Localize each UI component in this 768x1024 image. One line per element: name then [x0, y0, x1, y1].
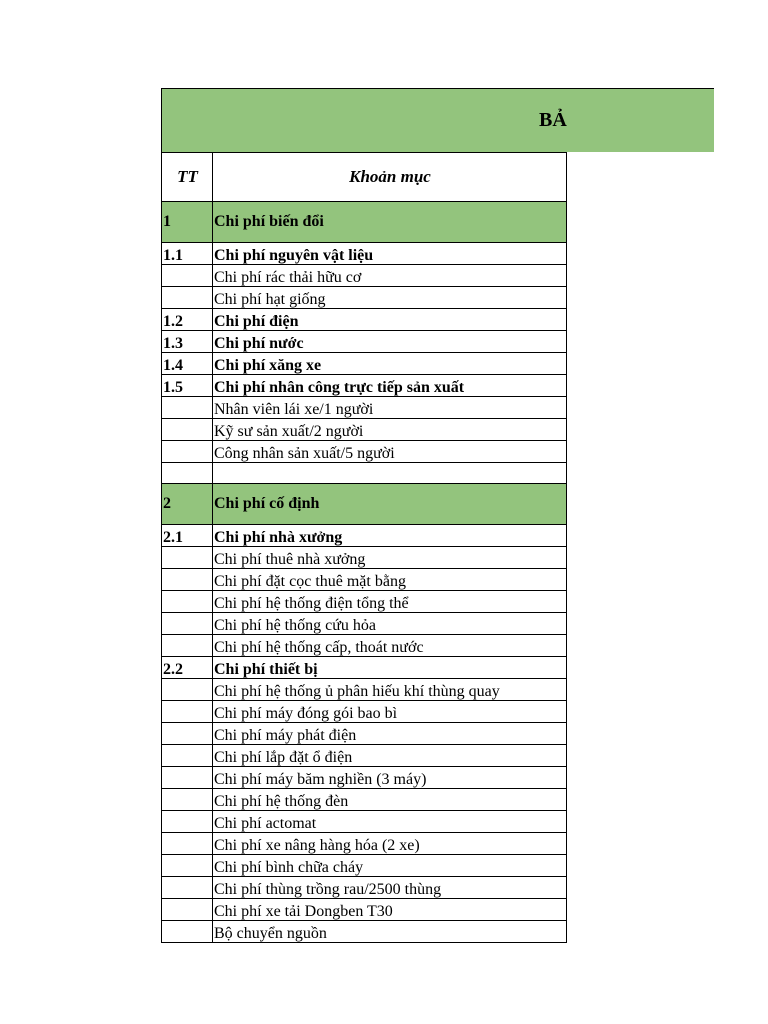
- cell-item[interactable]: Chi phí máy đóng gói bao bì: [213, 701, 567, 723]
- cell-item[interactable]: Chi phí xe nâng hàng hóa (2 xe): [213, 833, 567, 855]
- cell-item[interactable]: Chi phí rác thải hữu cơ: [213, 265, 567, 287]
- cell-item[interactable]: Chi phí máy phát điện: [213, 723, 567, 745]
- cell-tt[interactable]: 1.5: [162, 375, 213, 397]
- table-row: [162, 287, 567, 309]
- cell-tt[interactable]: 1.4: [162, 353, 213, 375]
- section-row: [162, 202, 567, 243]
- cell-item[interactable]: Chi phí hệ thống cấp, thoát nước: [213, 635, 567, 657]
- cell-tt[interactable]: [162, 833, 213, 855]
- table-row: [162, 701, 567, 723]
- subsection-row: [162, 309, 567, 331]
- cell-item[interactable]: Chi phí thiết bị: [213, 657, 567, 679]
- subsection-row: [162, 657, 567, 679]
- cell-tt[interactable]: [162, 877, 213, 899]
- cell-tt[interactable]: [162, 613, 213, 635]
- table-row: [162, 397, 567, 419]
- cell-tt[interactable]: 1.3: [162, 331, 213, 353]
- cell-item[interactable]: Chi phí hệ thống cứu hỏa: [213, 613, 567, 635]
- cell-tt[interactable]: [162, 635, 213, 657]
- table-row: [162, 745, 567, 767]
- cell-tt[interactable]: [162, 789, 213, 811]
- cell-item[interactable]: [213, 463, 567, 484]
- header-tt[interactable]: TT: [162, 153, 213, 202]
- cell-tt[interactable]: [162, 547, 213, 569]
- cell-tt[interactable]: [162, 265, 213, 287]
- subsection-row: [162, 353, 567, 375]
- table-row: [162, 569, 567, 591]
- table-row: [162, 723, 567, 745]
- section-row: [162, 484, 567, 525]
- table-row: [162, 877, 567, 899]
- cell-item[interactable]: Chi phí biến đổi: [213, 202, 567, 243]
- table-row: [162, 613, 567, 635]
- cell-tt[interactable]: [162, 419, 213, 441]
- table-row: [162, 679, 567, 701]
- subsection-row: [162, 331, 567, 353]
- subsection-row: [162, 375, 567, 397]
- table-row: [162, 789, 567, 811]
- table-row: [162, 833, 567, 855]
- cell-tt[interactable]: [162, 701, 213, 723]
- header-row: [162, 153, 567, 202]
- cell-tt[interactable]: 1.1: [162, 243, 213, 265]
- cell-item[interactable]: Chi phí hạt giống: [213, 287, 567, 309]
- cell-tt[interactable]: [162, 463, 213, 484]
- table-row: [162, 441, 567, 463]
- cell-item[interactable]: Bộ chuyển nguồn: [213, 921, 567, 943]
- cell-item[interactable]: Công nhân sản xuất/5 người: [213, 441, 567, 463]
- cell-item[interactable]: Chi phí nhà xưởng: [213, 525, 567, 547]
- blank-row: [162, 463, 567, 484]
- cell-tt[interactable]: [162, 899, 213, 921]
- cell-tt[interactable]: 1.2: [162, 309, 213, 331]
- table-row: [162, 547, 567, 569]
- cell-tt[interactable]: [162, 441, 213, 463]
- cell-item[interactable]: Chi phí nhân công trực tiếp sản xuất: [213, 375, 567, 397]
- table-row: [162, 635, 567, 657]
- table-row: [162, 767, 567, 789]
- table-row: [162, 921, 567, 943]
- cell-item[interactable]: Chi phí điện: [213, 309, 567, 331]
- cell-tt[interactable]: 2: [162, 484, 213, 525]
- cell-item[interactable]: Chi phí nước: [213, 331, 567, 353]
- table-row: [162, 811, 567, 833]
- cell-item[interactable]: Nhân viên lái xe/1 người: [213, 397, 567, 419]
- cell-tt[interactable]: [162, 921, 213, 943]
- cell-item[interactable]: Kỹ sư sản xuất/2 người: [213, 419, 567, 441]
- subsection-row: [162, 243, 567, 265]
- cell-tt[interactable]: [162, 591, 213, 613]
- cell-tt[interactable]: [162, 397, 213, 419]
- cell-tt[interactable]: [162, 723, 213, 745]
- cell-item[interactable]: Chi phí thuê nhà xưởng: [213, 547, 567, 569]
- cell-tt[interactable]: [162, 569, 213, 591]
- table-title: BẢ: [539, 109, 567, 131]
- table-row: [162, 419, 567, 441]
- cell-tt[interactable]: [162, 679, 213, 701]
- cell-tt[interactable]: [162, 287, 213, 309]
- header-item[interactable]: Khoản mục: [213, 153, 567, 202]
- subsection-row: [162, 525, 567, 547]
- table-row: [162, 265, 567, 287]
- table-row: [162, 855, 567, 877]
- table-body: [162, 202, 567, 943]
- cell-tt[interactable]: [162, 855, 213, 877]
- cell-tt[interactable]: [162, 745, 213, 767]
- cell-item[interactable]: Chi phí máy băm nghiền (3 máy): [213, 767, 567, 789]
- cell-tt[interactable]: [162, 767, 213, 789]
- cost-table: [161, 152, 567, 943]
- cell-item[interactable]: Chi phí bình chữa cháy: [213, 855, 567, 877]
- cell-item[interactable]: Chi phí cố định: [213, 484, 567, 525]
- cell-item[interactable]: Chi phí hệ thống điện tổng thể: [213, 591, 567, 613]
- cell-tt[interactable]: [162, 811, 213, 833]
- table-title-band: [161, 88, 714, 152]
- cell-item[interactable]: Chi phí thùng trồng rau/2500 thùng: [213, 877, 567, 899]
- table-row: [162, 899, 567, 921]
- cell-tt[interactable]: 2.2: [162, 657, 213, 679]
- cell-tt[interactable]: 1: [162, 202, 213, 243]
- cell-item[interactable]: Chi phí hệ thống ủ phân hiếu khí thùng quay: [213, 679, 567, 701]
- cell-item[interactable]: Chi phí nguyên vật liệu: [213, 243, 567, 265]
- cell-item[interactable]: Chi phí đặt cọc thuê mặt bằng: [213, 569, 567, 591]
- table-row: [162, 591, 567, 613]
- cell-item[interactable]: Chi phí lắp đặt ổ điện: [213, 745, 567, 767]
- cell-item[interactable]: Chi phí xe tải Dongben T30: [213, 899, 567, 921]
- cell-tt[interactable]: 2.1: [162, 525, 213, 547]
- cell-item[interactable]: Chi phí actomat: [213, 811, 567, 833]
- cell-item[interactable]: Chi phí hệ thống đèn: [213, 789, 567, 811]
- cell-item[interactable]: Chi phí xăng xe: [213, 353, 567, 375]
